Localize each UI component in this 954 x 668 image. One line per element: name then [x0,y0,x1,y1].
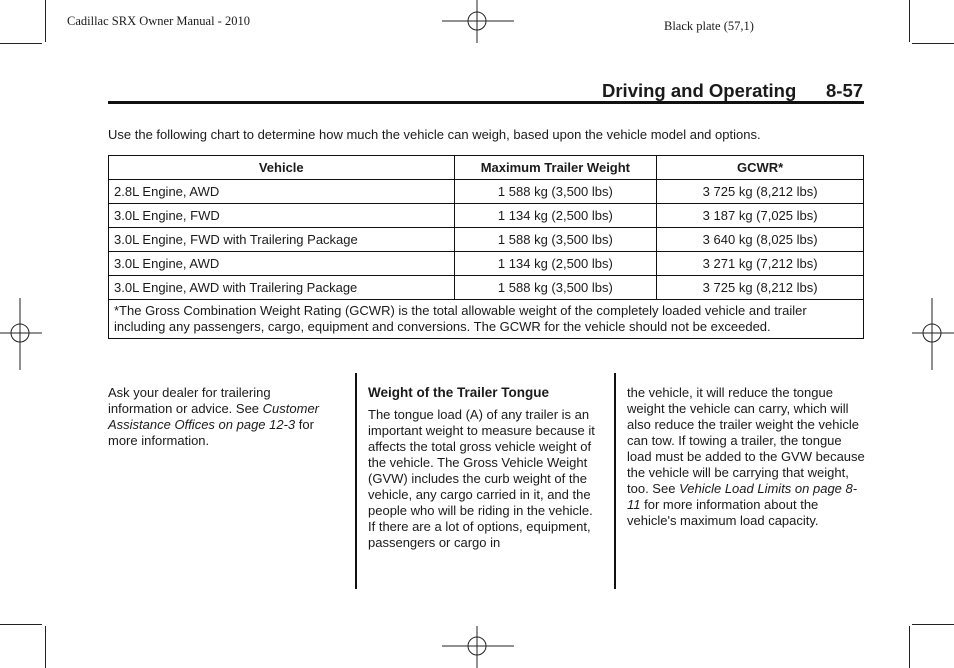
table-row [109,276,864,300]
tongue-weight-heading: Weight of the Trailer Tongue [368,385,550,400]
column-3 [627,385,867,529]
header-vehicle: Vehicle [109,156,455,180]
cell-vehicle: 3.0L Engine, AWD with Trailering Package [109,276,455,300]
print-header-left: Cadillac SRX Owner Manual - 2010 [67,14,250,28]
vehicle-load-limits-link[interactable]: Vehicle Load Limits on page 8-11 [627,481,858,512]
cell-vehicle: 3.0L Engine, FWD [109,204,455,228]
column-1-text: Ask your dealer for trailering information or advice. See [108,385,271,416]
cell-max-trailer-weight: 1 134 kg (2,500 lbs) [454,204,657,228]
table-row [109,252,864,276]
cell-vehicle: 2.8L Engine, AWD [109,180,455,204]
trailer-weight-table [108,155,864,339]
registration-mark-bottom-icon [440,626,516,668]
cell-max-trailer-weight: 1 588 kg (3,500 lbs) [454,228,657,252]
cell-vehicle: 3.0L Engine, AWD [109,252,455,276]
header-max-trailer-weight: Maximum Trailer Weight [454,156,657,180]
cell-max-trailer-weight: 1 134 kg (2,500 lbs) [454,252,657,276]
cell-gcwr: 3 187 kg (7,025 lbs) [657,204,864,228]
table-header-row [109,156,864,180]
customer-assistance-link[interactable]: Customer Assistance Offices on page 12-3 [108,401,320,432]
table-row [109,228,864,252]
table-footnote-row [109,300,864,339]
column-2 [368,385,604,551]
table-row [109,204,864,228]
header-rule [108,101,864,104]
table-row [109,180,864,204]
cell-gcwr: 3 725 kg (8,212 lbs) [657,180,864,204]
column-divider [355,373,357,589]
registration-mark-left-icon [0,296,44,372]
registration-mark-top-icon [440,0,516,44]
table-footnote: *The Gross Combination Weight Rating (GCWR) is the total allowable weight of the completely loaded vehicle and trailer including any passengers, cargo, equipment and conversions. The GCWR for the vehicle should not be exceeded. [109,300,864,339]
cell-max-trailer-weight: 1 588 kg (3,500 lbs) [454,276,657,300]
cell-vehicle: 3.0L Engine, FWD with Trailering Package [109,228,455,252]
column-2-paragraph: The tongue load (A) of any trailer is an important weight to measure because it affects the total gross vehicle weight of the vehicle. The Gross Vehicle Weight (GVW) includes the curb weight of the vehicle, any cargo carried in it, and the people who will be riding in the vehicle. [368,407,595,518]
intro-text: Use the following chart to determine how much the vehicle can weigh, based upon the vehicle model and options. [108,127,761,142]
column-1-text-end: for more information. [108,417,314,448]
section-title: Driving and Operating [602,80,797,101]
cell-gcwr: 3 640 kg (8,025 lbs) [657,228,864,252]
cell-max-trailer-weight: 1 588 kg (3,500 lbs) [454,180,657,204]
registration-mark-right-icon [910,296,954,372]
column-3-text-end: for more information about the vehicle's maximum load capacity. [627,497,819,528]
column-3-text: the vehicle, it will reduce the tongue weight the vehicle can carry, which will also reduce the trailer weight the vehicle can tow. If towing a trailer, the tongue load must be added to the GVW because the vehicle will be carrying that weight, too. See [627,385,865,496]
cell-gcwr: 3 725 kg (8,212 lbs) [657,276,864,300]
column-2-paragraph: If there are a lot of options, equipment, passengers or cargo in [368,519,591,550]
column-1 [108,385,326,449]
print-header-right: Black plate (57,1) [664,19,754,33]
column-divider [614,373,616,589]
cell-gcwr: 3 271 kg (7,212 lbs) [657,252,864,276]
page-number: 8-57 [826,80,864,101]
header-gcwr: GCWR* [657,156,864,180]
